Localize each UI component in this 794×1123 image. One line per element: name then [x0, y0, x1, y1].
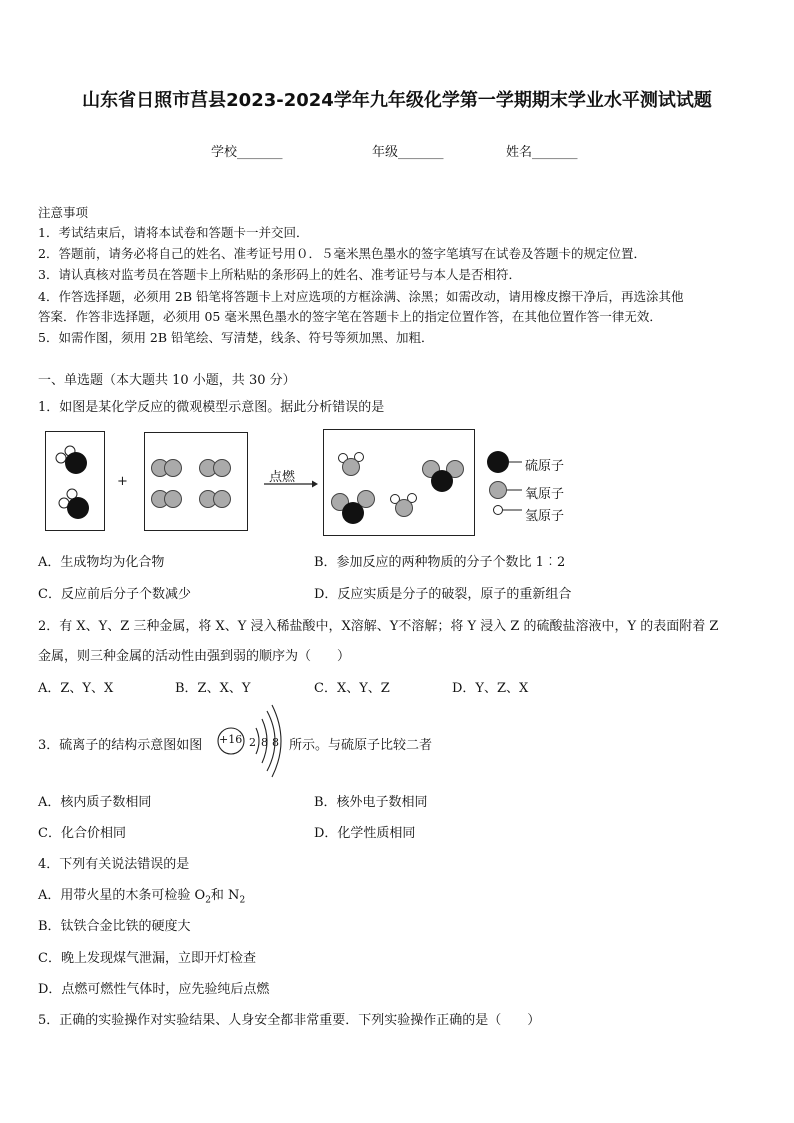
legend-hydrogen-icon	[492, 504, 528, 518]
name-field[interactable]: 姓名_______	[506, 145, 578, 160]
nucleus-charge: +16	[219, 733, 243, 746]
q1-option-d[interactable]: D．反应实质是分子的破裂，原子的重新组合	[314, 587, 572, 602]
q1-option-c[interactable]: C．反应前后分子个数减少	[38, 587, 191, 602]
notice-item: 2．答题前，请务必将自己的姓名、准考证号用０．５毫米黑色墨水的签字笔填写在试卷及答题卡的规定位置．	[38, 246, 646, 261]
product-molecules	[323, 429, 475, 537]
q2-option-a[interactable]: A．Z、Y、X	[38, 681, 114, 696]
notice-item: 5．如需作图，须用 2B 铅笔绘、写清楚，线条、符号等须加黑、加粗．	[38, 330, 434, 345]
q4-option-a-and: 和 N	[210, 888, 240, 903]
subscript: 2	[239, 895, 246, 906]
arrow-label: 点燃	[269, 470, 296, 485]
shell-2-count: 8	[261, 736, 268, 749]
q5-stem: 5．正确的实验操作对实验结果、人身安全都非常重要．下列实验操作正确的是（ ）	[38, 1013, 541, 1028]
q4-option-d[interactable]: D．点燃可燃性气体时，应先验纯后点燃	[38, 982, 270, 997]
section-heading: 一、单选题（本大题共 10 小题，共 30 分）	[38, 373, 296, 388]
notice-heading: 注意事项	[38, 205, 89, 220]
grade-field[interactable]: 年级_______	[372, 145, 444, 160]
shell-3-count: 8	[272, 736, 279, 749]
q4-option-b[interactable]: B．钛铁合金比铁的硬度大	[38, 919, 191, 934]
q2-stem-line2: 金属，则三种金属的活动性由强到弱的顺序为（ ）	[38, 649, 351, 664]
q3-stem-end: 所示。与硫原子比较二者	[289, 738, 433, 753]
notice-item: 4．作答选择题，必须用 2B 铅笔将答题卡上对应选项的方框涂满、涂黑；如需改动，请用橡皮擦干净后，再选涂其他	[38, 289, 684, 304]
q4-option-a[interactable]	[38, 884, 245, 906]
q3-stem-start: 3．硫离子的结构示意图如图	[38, 738, 203, 753]
reaction-arrow-icon	[262, 478, 318, 490]
q4-stem: 4．下列有关说法错误的是	[38, 857, 190, 872]
oxygen-molecules	[144, 432, 248, 532]
q1-stem: 1．如图是某化学反应的微观模型示意图。据此分析错误的是	[38, 400, 385, 415]
q2-option-d[interactable]: D．Y、Z、X	[452, 681, 529, 696]
plus-sign: +	[117, 474, 128, 489]
notice-item: 3．请认真核对监考员在答题卡上所粘贴的条形码上的姓名、准考证号与本人是否相符．	[38, 267, 521, 282]
legend-oxygen-icon	[488, 480, 528, 502]
q1-option-a[interactable]: A．生成物均为化合物	[38, 555, 165, 570]
legend-hydrogen-label: 氢原子	[525, 509, 565, 524]
q3-option-a[interactable]: A．核内质子数相同	[38, 795, 152, 810]
legend-oxygen-label: 氧原子	[525, 487, 565, 502]
q3-option-d[interactable]: D．化学性质相同	[314, 826, 416, 841]
notice-item: 答案．作答非选择题，必须用 05 毫米黑色墨水的签字笔在答题卡上的指定位置作答，在其他位置作答一律无效．	[38, 309, 662, 324]
q2-stem-line1: 2．有 X、Y、Z 三种金属，将 X、Y 浸入稀盐酸中，X溶解、Y不溶解；将 Y 浸入 Z 的硫酸盐溶液中，Y 的表面附着 Z	[38, 619, 719, 634]
notice-item: 1．考试结束后，请将本试卷和答题卡一并交回．	[38, 225, 309, 240]
q3-option-c[interactable]: C．化合价相同	[38, 826, 126, 841]
q2-option-c[interactable]: C．X、Y、Z	[314, 681, 390, 696]
q2-option-b[interactable]: B．Z、X、Y	[175, 681, 251, 696]
subscript: 2	[205, 895, 211, 906]
legend-sulfur-icon	[486, 451, 526, 475]
q3-option-b[interactable]: B．核外电子数相同	[314, 795, 428, 810]
q4-option-a-text: A．用带火星的木条可检验 O	[38, 888, 206, 903]
page-title: 山东省日照市莒县2023-2024学年九年级化学第一学期期末学业水平测试试题	[82, 90, 712, 111]
shell-1-count: 2	[249, 736, 256, 749]
hydrogen-sulfide-molecules	[45, 431, 105, 531]
school-field[interactable]: 学校_______	[211, 145, 283, 160]
q4-option-c[interactable]: C．晚上发现煤气泄漏，立即开灯检查	[38, 951, 256, 966]
legend-sulfur-label: 硫原子	[525, 459, 565, 474]
q1-option-b[interactable]: B．参加反应的两种物质的分子个数比 1︰2	[314, 555, 566, 570]
